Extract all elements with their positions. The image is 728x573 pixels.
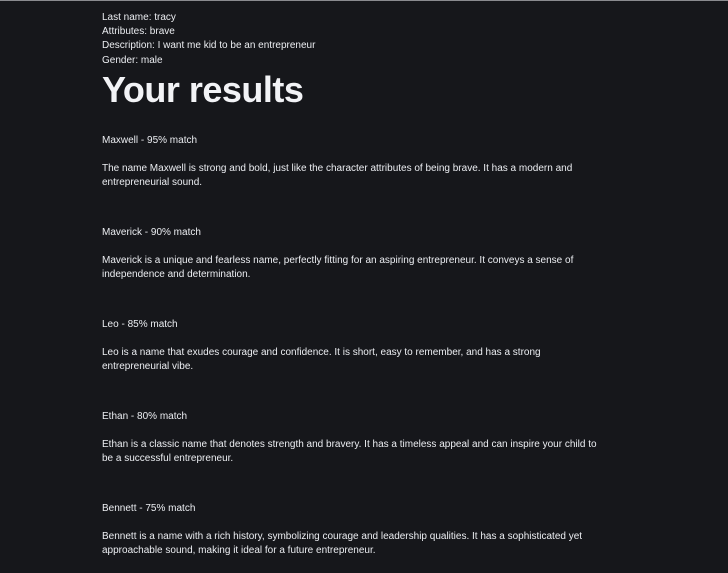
description-line: Description: I want me kid to be an entrepreneur [102,40,316,52]
gender-line: Gender: male [102,54,163,66]
result-description: Bennett is a name with a rich history, symbolizing courage and leadership qualities. It has a sophisticated yet approachable sound, making it ideal for a future entrepreneur. [102,530,583,556]
window-top-border [0,0,728,1]
result-item [102,318,612,410]
results-list [102,134,612,573]
result-description: Maverick is a unique and fearless name, perfectly fitting for an aspiring entrepreneur. It conveys a sense of independence and determination. [102,254,574,280]
result-heading: Leo - 85% match [102,318,178,330]
result-item [102,410,612,502]
result-heading: Bennett - 75% match [102,502,196,514]
result-item [102,226,612,318]
result-heading: Ethan - 80% match [102,410,188,422]
result-description: Leo is a name that exudes courage and confidence. It is short, easy to remember, and has a strong entrepreneurial vibe. [102,346,541,372]
result-heading: Maxwell - 95% match [102,134,198,146]
result-description: The name Maxwell is strong and bold, just like the character attributes of being brave. It has a modern and entrepreneurial sound. [102,162,573,188]
attributes-line: Attributes: brave [102,26,175,38]
result-item [102,134,612,226]
last-name-line: Last name: tracy [102,12,176,23]
result-heading: Maverick - 90% match [102,226,201,238]
result-description: Ethan is a classic name that denotes strength and bravery. It has a timeless appeal and can inspire your child to be a successful entrepreneur. [102,438,597,464]
results-page [102,11,612,573]
result-item [102,502,612,573]
page-title: Your results [102,68,304,110]
user-info [102,11,612,68]
